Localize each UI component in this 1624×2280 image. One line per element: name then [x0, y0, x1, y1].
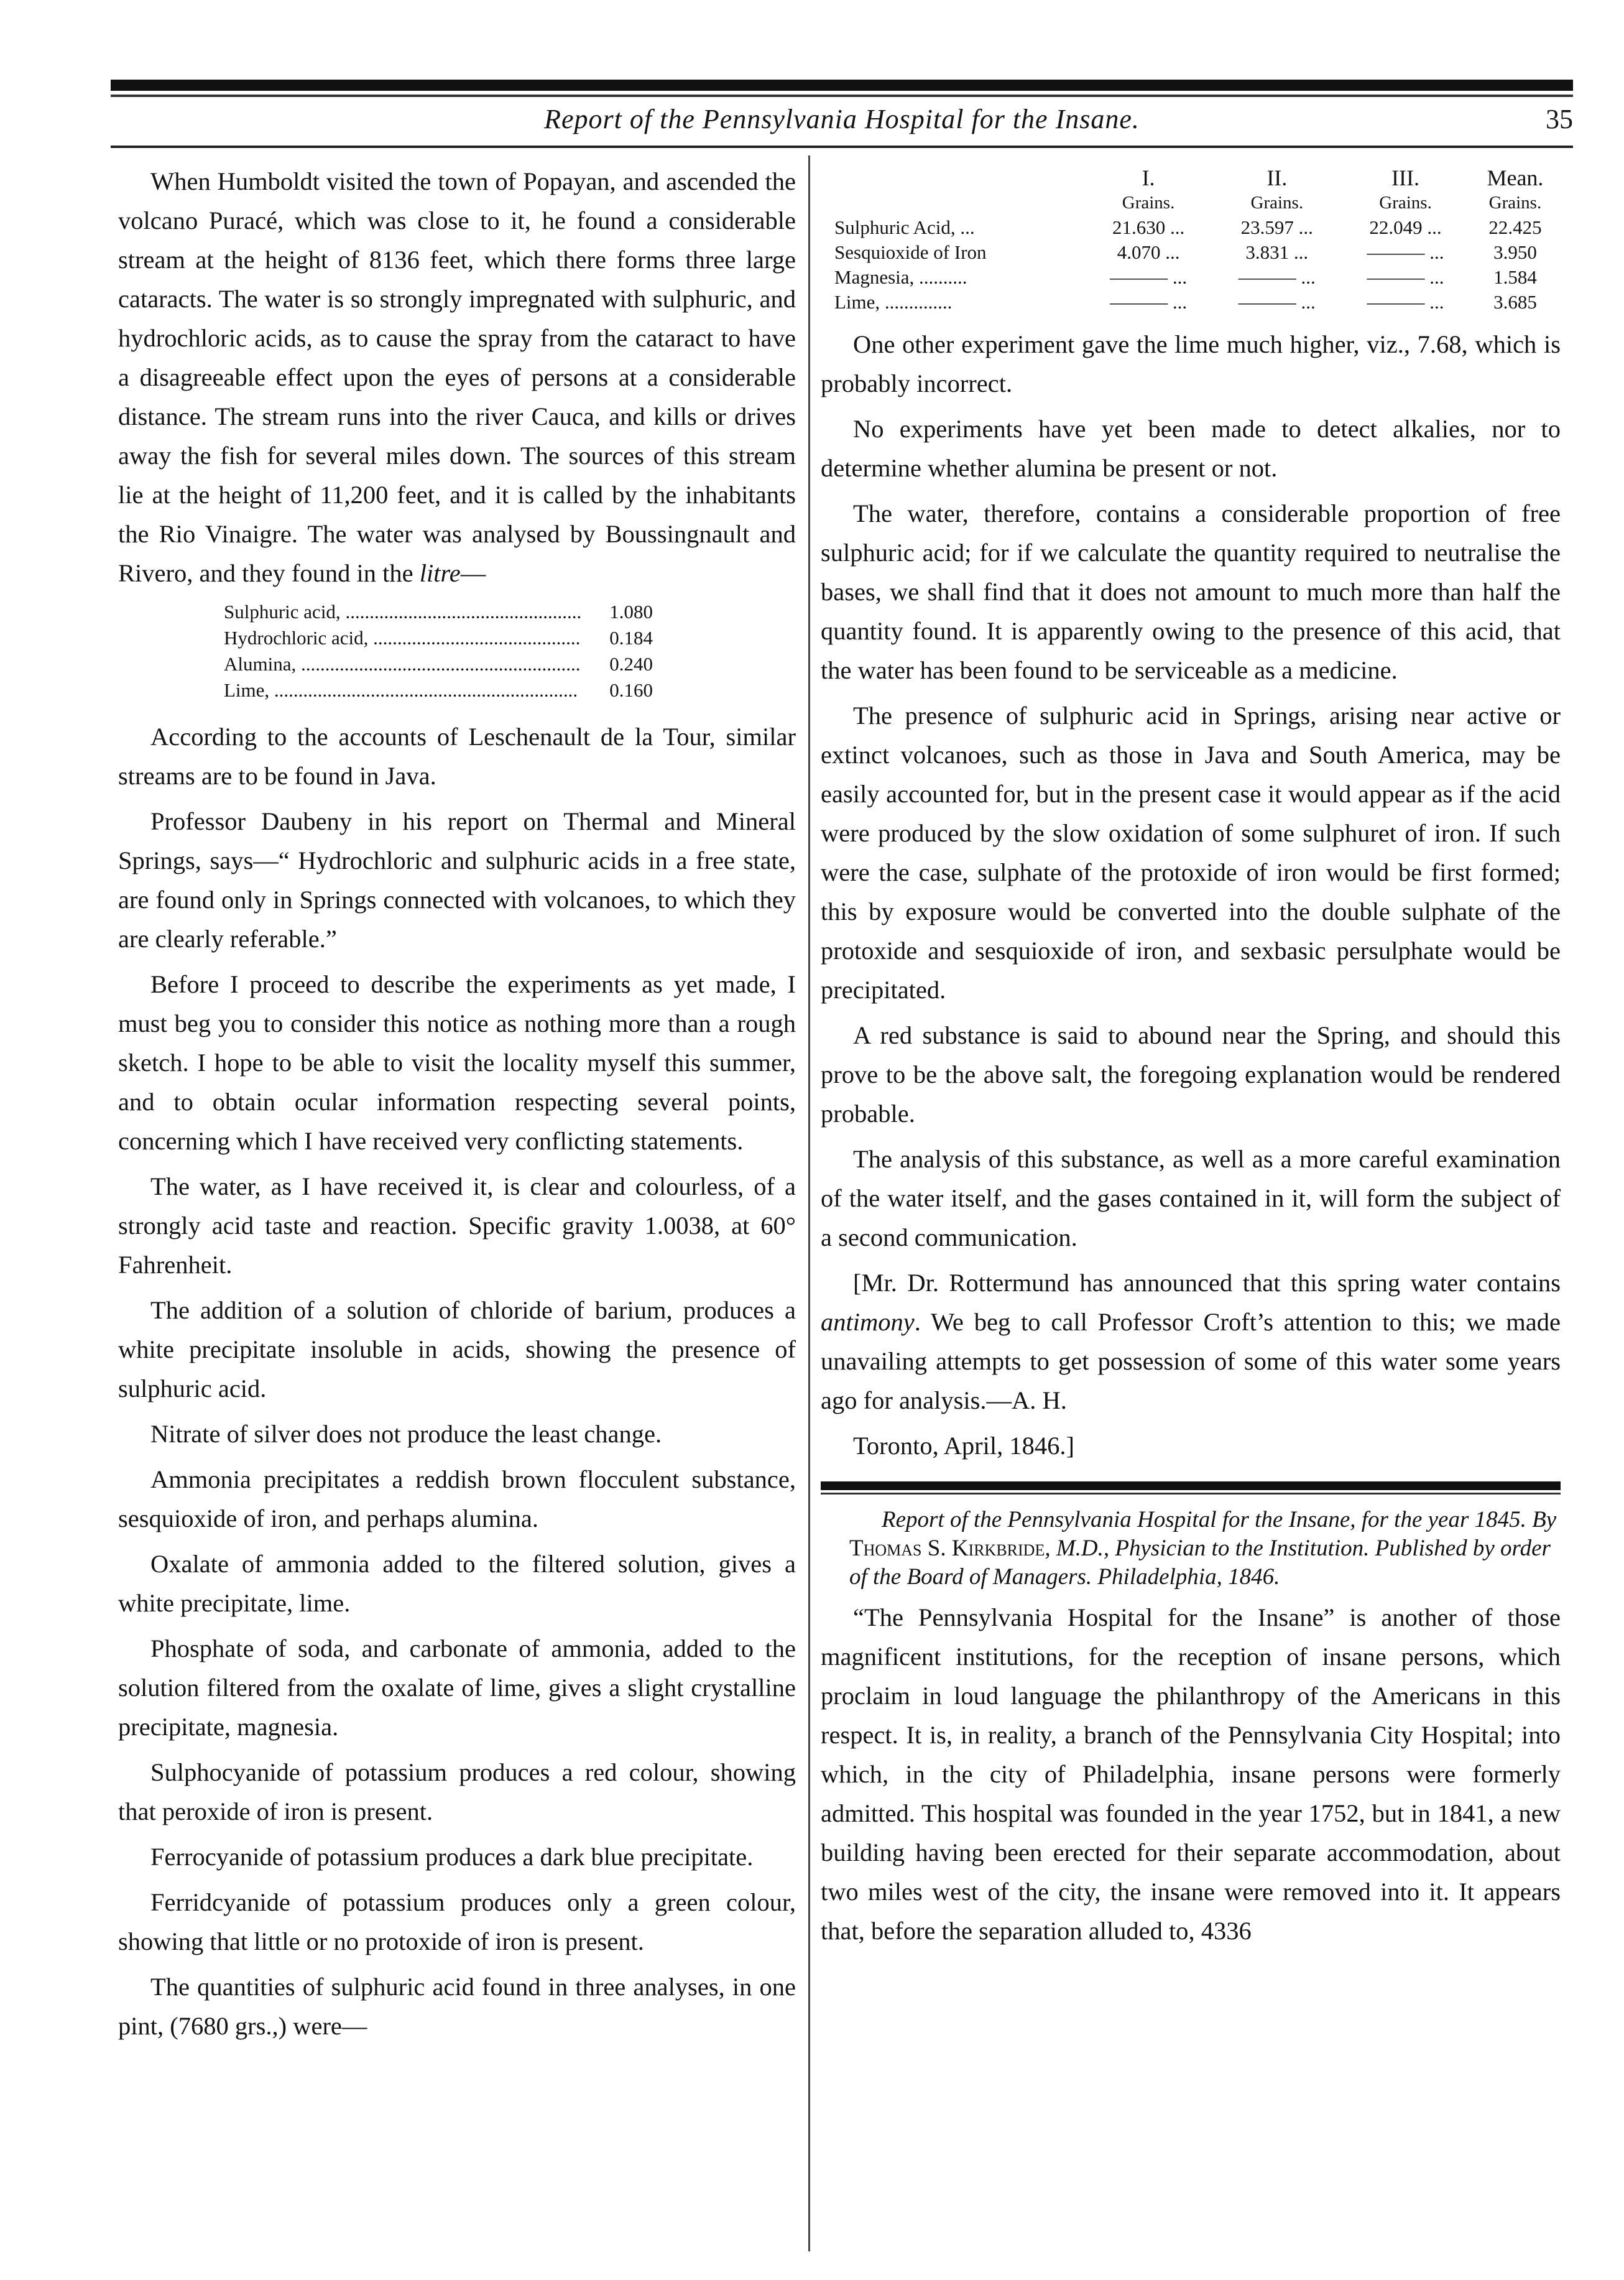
- table-row: Sulphuric Acid, ... 21.630 ... 23.597 ... 22.049 ... 22.425: [834, 216, 1542, 238]
- list-item: Sulphuric acid, ..... 1.080: [118, 599, 796, 625]
- paragraph: Professor Daubeny in his report on Thermal and Mineral Springs, says—“ Hydrochloric and sulphuric acids in a free state, are found only in Springs connected with volcanoes, to which they are clearly referable.”: [118, 807, 796, 953]
- paragraph: The water, as I have received it, is clear and colourless, of a strongly acid taste and reaction. Specific gravity 1.0038, at 60° Fahrenheit.: [118, 1172, 796, 1279]
- paragraph: According to the accounts of Leschenault de la Tour, similar streams are to be found in Java.: [118, 723, 796, 790]
- paragraph: Oxalate of ammonia added to the filtered solution, gives a white precipitate, lime.: [118, 1550, 796, 1617]
- running-head: [111, 98, 1573, 143]
- header-thin-rule: [111, 95, 1573, 97]
- paragraph: No experiments have yet been made to detect alkalies, nor to determine whether alumina be present or not.: [821, 415, 1561, 482]
- table-units-row: [821, 190, 1561, 215]
- table-row: Magnesia, .......... ——— ... ——— ... ——— ... 1.584: [834, 266, 1537, 288]
- author-name: Thomas S. Kirkbride: [849, 1536, 1045, 1561]
- signature-line: Toronto, April, 1846.]: [853, 1432, 1075, 1460]
- table-header-row: [821, 165, 1561, 190]
- section-thin-rule: [821, 1493, 1561, 1495]
- paragraph: The water, therefore, contains a considerable proportion of free sulphuric acid; for if we calculate the quantity required to neutralise the bases, we shall find that it does not amount to much more than half the quantity found. It is apparently owing to the presence of this acid, that the water has been found to be serviceable as a medicine.: [821, 499, 1561, 684]
- paragraph: Sulphocyanide of potassium produces a red colour, showing that peroxide of iron is present.: [118, 1758, 796, 1825]
- paragraph: Phosphate of soda, and carbonate of ammonia, added to the solution filtered from the oxalate of lime, gives a slight crystalline precipitate, magnesia.: [118, 1634, 796, 1741]
- paragraph: [Mr. Dr. Rottermund has announced that this spring water contains antimony. We beg to call Professor Croft’s attention to this; we made unavailing attempts to get possession of some of this water some years ago for analysis.—A. H.: [821, 1269, 1561, 1414]
- paragraph: One other experiment gave the lime much higher, viz., 7.68, which is probably incorrect.: [821, 330, 1561, 397]
- paragraph: When Humboldt visited the town of Popayan, and ascended the volcano Puracé, which was close to it, he found a considerable stream at the height of 8136 feet, which there forms three large cataracts. The water is so strongly impregnated with sulphuric, and hydrochloric acids, as to cause the spray from the cataract to have a disagreeable effect upon the eyes of persons at a considerable distance. The stream runs into the river Cauca, and kills or drives away the fish for several miles down. The sources of this stream lie at the height of 11,200 feet, and it is called by the inhabitants the Rio Vinaigre. The water was analysed by Boussingnault and Rivero, and they found in the litre—: [118, 167, 796, 587]
- paragraph: The presence of sulphuric acid in Springs, arising near active or extinct volcanoes, such as those in Java and South America, may be easily accounted for, but in the present case it would appear as if the acid were produced by the slow oxidation of some sulphuret of iron. If such were the case, sulphate of the protoxide of iron would be first formed; this by exposure would be converted into the double sulphate of the protoxide and sesquioxide of iron, and sexbasic persulphate would be precipitated.: [821, 702, 1561, 1004]
- column-header: Mean.: [1487, 165, 1544, 190]
- left-column: [118, 162, 796, 2052]
- page-number: 35: [1546, 104, 1573, 134]
- column-header: II.: [1266, 165, 1288, 190]
- list-item: Lime, ..... 0.160: [118, 677, 796, 703]
- paragraph: The analysis of this substance, as well as a more careful examination of the water itself, and the gases contained in it, will form the subject of a second communication.: [821, 1145, 1561, 1251]
- paragraph: A red substance is said to abound near the Spring, and should this prove to be the above salt, the foregoing explanation would be rendered probable.: [821, 1021, 1561, 1128]
- paragraph: Ferridcyanide of potassium produces only a green colour, showing that little or no protoxide of iron is present.: [118, 1888, 796, 1955]
- section-thick-rule: [821, 1481, 1561, 1490]
- paragraph: Nitrate of silver does not produce the least change.: [150, 1420, 662, 1448]
- paragraph: The addition of a solution of chloride of barium, produces a white precipitate insoluble in acids, showing the presence of sulphuric acid.: [118, 1296, 796, 1402]
- review-heading: Report of the Pennsylvania Hospital for the Insane, for the year 1845. By Thomas S. Kirkbride, M.D., Physician to the Institution. Published by order of the Board of Managers. Philadelphia, 1846.: [849, 1507, 1557, 1590]
- paragraph: Ferrocyanide of potassium produces a dark blue precipitate.: [150, 1843, 754, 1871]
- litre-analysis-list: [118, 599, 796, 703]
- column-header: III.: [1391, 165, 1420, 190]
- table-row: Lime, .............. ——— ... ——— ... ——— ... 3.685: [834, 291, 1537, 313]
- unit-label: Grains.: [1488, 193, 1542, 213]
- paragraph: “The Pennsylvania Hospital for the Insane” is another of those magnificent institutions, for the reception of insane persons, which proclaim in loud language the philanthropy of the Americans in this respect. It is, in reality, a branch of the Pennsylvania City Hospital; into which, in the city of Philadelphia, insane persons were formerly admitted. This hospital was founded in the year 1752, but in 1841, a new building having been erected for their separate accommodation, about two miles west of the city, the insane were removed into it. It appears that, before the separation alluded to, 4336: [821, 1603, 1561, 1945]
- paragraph: Ammonia precipitates a reddish brown flocculent substance, sesquioxide of iron, and perhaps alumina.: [118, 1465, 796, 1532]
- column-divider: [808, 155, 810, 2251]
- header-bottom-rule: [111, 146, 1573, 148]
- unit-label: Grains.: [1250, 193, 1304, 213]
- paragraph: The quantities of sulphuric acid found in three analyses, in one pint, (7680 grs.,) were—: [118, 1973, 796, 2040]
- table-row: Sesquioxide of Iron 4.070 ... 3.831 ... ——— ... 3.950: [834, 241, 1537, 263]
- running-title: Report of the Pennsylvania Hospital for the Insane.: [544, 104, 1140, 134]
- unit-label: Grains.: [1379, 193, 1432, 213]
- unit-label: Grains.: [1122, 193, 1175, 213]
- list-item: Hydrochloric acid, ..... 0.184: [118, 625, 796, 651]
- list-item: Alumina, ..... 0.240: [118, 651, 796, 677]
- right-column: [821, 162, 1561, 1957]
- column-header: I.: [1142, 165, 1155, 190]
- header-thick-rule: [111, 80, 1573, 91]
- sulphuric-acid-table: [821, 165, 1561, 315]
- paragraph: Before I proceed to describe the experiments as yet made, I must beg you to consider this notice as nothing more than a rough sketch. I hope to be able to visit the locality myself this summer, and to obtain ocular information respecting several points, concerning which I have received very conflicting statements.: [118, 970, 796, 1155]
